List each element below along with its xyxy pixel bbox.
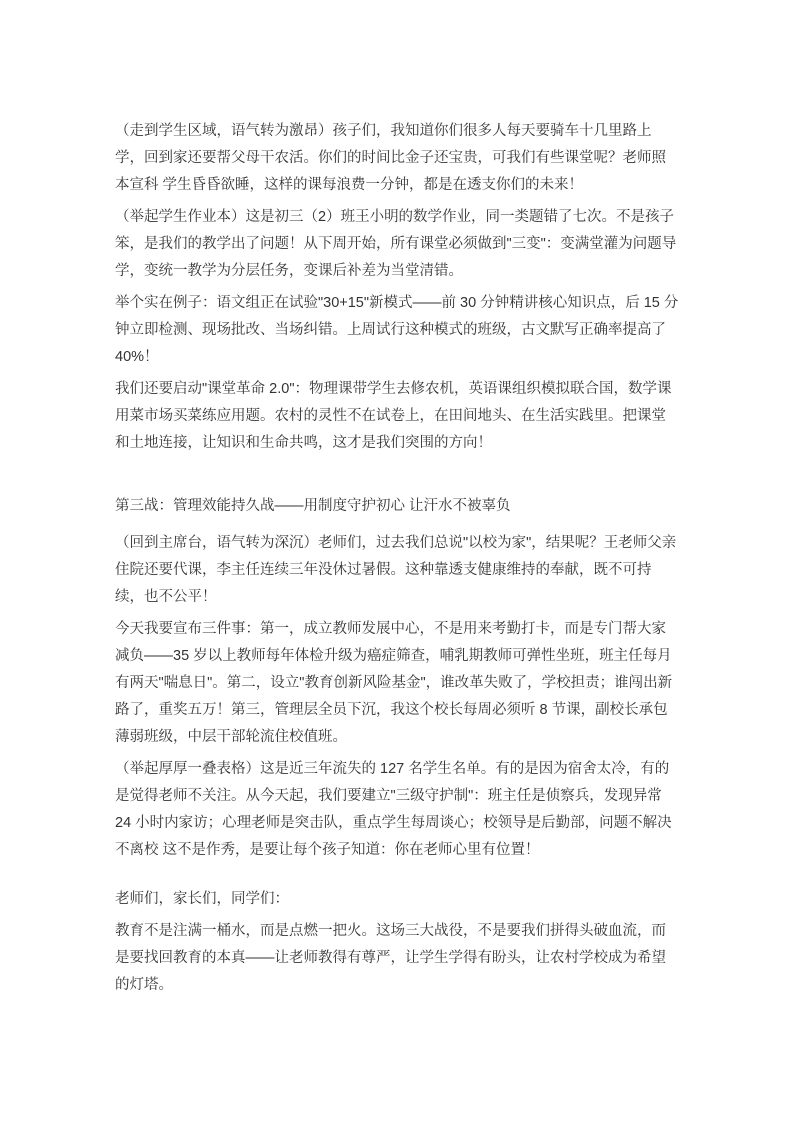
section-heading-third-battle: 第三战：管理效能持久战——用制度守护初心 让汗水不被辜负 <box>115 498 511 514</box>
speech-paragraph-30-15-model: 举个实在例子：语文组正在试验"30+15"新模式——前 30 分钟精讲核心知识点，后 15 分钟立即检测、现场批改、当场纠错。上周试行这种模式的班级，古文默写正确率提高了 40%！ <box>115 295 679 365</box>
speech-paragraph-homework-example: （举起学生作业本）这是初三（2）班王小明的数学作业，同一类题错了七次。不是孩子笨，是我们的教学出了问题！从下周开始，所有课堂必须做到"三变"：变满堂灌为问题导学，变统一教学为分层任务，变课后补差为当堂清错。 <box>115 209 677 279</box>
speech-paragraph-student-list: （举起厚厚一叠表格）这是近三年流失的 127 名学生名单。有的是因为宿舍太冷，有的是觉得老师不关注。从今天起，我们要建立"三级守护制"：班主任是侦察兵，发现异常 24 小时内家访；心理老师是突击队，重点学生每周谈心；校领导是后勤部，问题不解决不离校 这不是作秀，是要让每个孩子知道：你在老师心里有位置！ <box>115 761 672 858</box>
speech-paragraph-teacher-burden: （回到主席台，语气转为深沉）老师们，过去我们总说"以校为家"，结果呢？王老师父亲住院还要代课，李主任连续三年没休过暑假。这种靠透支健康维持的奉献，既不可持续，也不公平！ <box>115 535 677 605</box>
speech-paragraph-three-announcements: 今天我要宣布三件事：第一，成立教师发展中心，不是用来考勤打卡，而是专门帮大家减负——35 岁以上教师每年体检升级为癌症筛查，哺乳期教师可弹性坐班，班主任每月有两天"喘息日"。第二，设立"教育创新风险基金"，谁改革失败了，学校担责；谁闯出新路了，重奖五万！第三，管理层全员下沉，我这个校长每周必须听 8 节课，副校长承包薄弱班级，中层干部轮流住校值班。 <box>115 621 673 745</box>
closing-paragraph: 教育不是注满一桶水，而是点燃一把火。这场三大战役，不是要我们拼得头破血流，而是要找回教育的本真——让老师教得有尊严，让学生学得有盼头，让农村学校成为希望的灯塔。 <box>115 923 666 993</box>
speech-paragraph-students-address: （走到学生区域，语气转为激昂）孩子们，我知道你们很多人每天要骑车十几里路上学，回到家还要帮父母干农活。你们的时间比金子还宝贵，可我们有些课堂呢？老师照本宣科 学生昏昏欲睡，这样的课每浪费一分钟，都是在透支你们的未来！ <box>115 123 666 193</box>
speech-paragraph-classroom-revolution: 我们还要启动"课堂革命 2.0"：物理课带学生去修农机，英语课组织模拟联合国，数学课用菜市场买菜练应用题。农村的灵性不在试卷上，在田间地头、在生活实践里。把课堂和土地连接，让知识和生命共鸣，这才是我们突围的方向！ <box>115 381 672 451</box>
closing-salutation: 老师们，家长们，同学们： <box>115 891 289 907</box>
